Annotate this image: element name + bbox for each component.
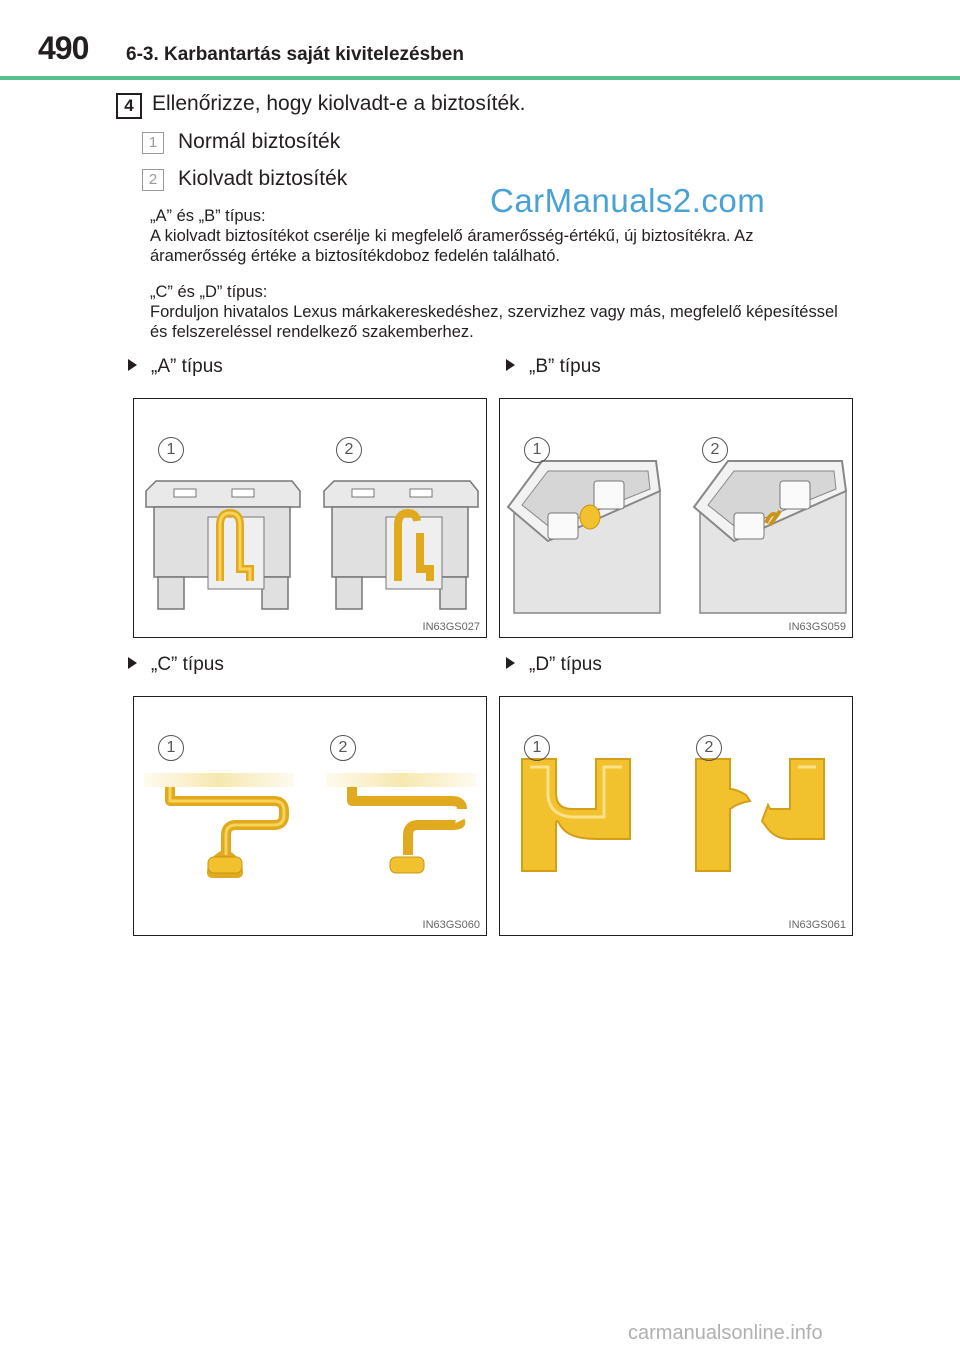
- callout-2: 2: [702, 437, 728, 463]
- callout-1: 1: [158, 735, 184, 761]
- subheading-type-b: „B” típus: [506, 356, 601, 378]
- triangle-bullet-icon: [506, 657, 515, 669]
- page-header: [0, 0, 960, 80]
- note-title: „C” és „D” típus:: [150, 283, 268, 301]
- illustration-type-b: [499, 398, 853, 638]
- callout-1: 1: [158, 437, 184, 463]
- header-rule: [0, 76, 960, 80]
- strip-fuse-illustration: [500, 697, 852, 935]
- figure-code: IN63GS027: [422, 621, 480, 633]
- figure-code: IN63GS061: [788, 919, 846, 931]
- note-body: A kiolvadt biztosítékot cserélje ki megfelelő áramerősség-értékű, új biztosítékra. Az áramerősség értéke a biztosítékdoboz fedelén található.: [150, 227, 754, 265]
- triangle-bullet-icon: [128, 359, 137, 371]
- triangle-bullet-icon: [506, 359, 515, 371]
- figure-code: IN63GS060: [422, 919, 480, 931]
- subheading-type-a: „A” típus: [128, 356, 223, 378]
- fuse-normal-drawing: [508, 461, 660, 613]
- callout-1: 1: [524, 437, 550, 463]
- legend-number: 2: [142, 169, 164, 191]
- legend-label: Kiolvadt biztosíték: [178, 167, 348, 190]
- fuse-blown-drawing: [696, 759, 824, 871]
- fuse-blown-drawing: [326, 773, 476, 873]
- fuse-normal-drawing: [144, 773, 294, 873]
- subheading-type-c: „C” típus: [128, 654, 224, 676]
- fuse-normal-drawing: [522, 759, 630, 871]
- note-title: „A” és „B” típus:: [150, 207, 266, 225]
- note-ab: [150, 206, 850, 266]
- footer-watermark: carmanualsonline.info: [628, 1322, 823, 1344]
- legend-label: Normál biztosíték: [178, 130, 341, 153]
- note-cd: [150, 282, 850, 342]
- watermark-text: CarManuals2.com: [490, 182, 766, 219]
- fuse-blown-drawing: [324, 481, 478, 609]
- callout-2: 2: [696, 735, 722, 761]
- fusible-link-illustration: [134, 697, 486, 935]
- page-number: 490: [38, 30, 89, 66]
- illustration-type-c: [133, 696, 487, 936]
- callout-2: 2: [336, 437, 362, 463]
- illustration-type-a: [133, 398, 487, 638]
- section-title: 6-3. Karbantartás saját kivitelezésben: [126, 44, 464, 65]
- step-instruction: Ellenőrizze, hogy kiolvadt-e a biztosíték.: [152, 92, 526, 115]
- figure-code: IN63GS059: [788, 621, 846, 633]
- triangle-bullet-icon: [128, 657, 137, 669]
- cartridge-fuse-illustration: [500, 399, 852, 637]
- legend-number: 1: [142, 132, 164, 154]
- blade-fuse-illustration: [134, 399, 486, 637]
- callout-2: 2: [330, 735, 356, 761]
- fuse-normal-drawing: [146, 481, 300, 609]
- illustration-type-d: [499, 696, 853, 936]
- subheading-type-d: „D” típus: [506, 654, 602, 676]
- step-number-badge: 4: [116, 93, 142, 119]
- fuse-blown-drawing: [694, 461, 846, 613]
- callout-1: 1: [524, 735, 550, 761]
- note-body: Forduljon hivatalos Lexus márkakereskedéshez, szervizhez vagy más, megfelelő képesítéssel és felszereléssel rendelkező szakemberhez.: [150, 303, 838, 341]
